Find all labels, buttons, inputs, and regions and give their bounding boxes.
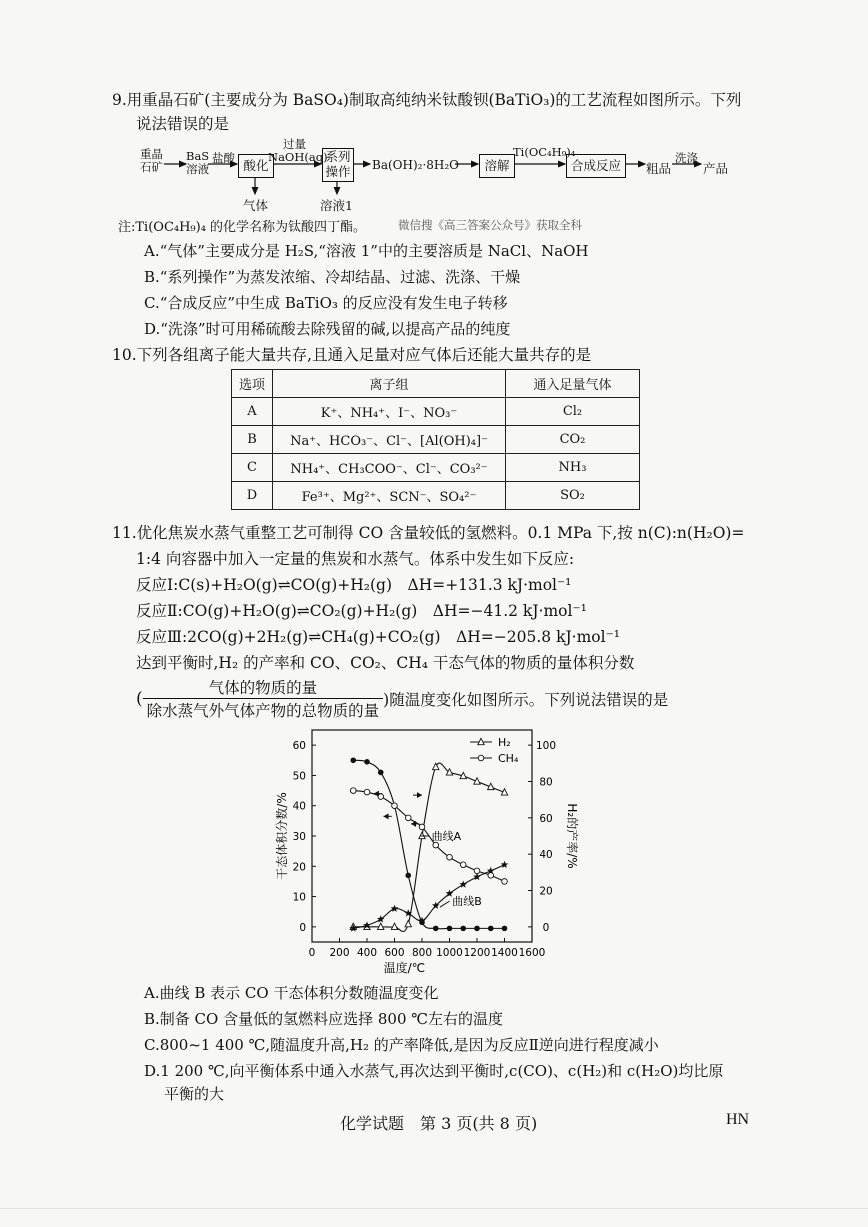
data-point-open-circle bbox=[364, 789, 370, 795]
legend-label-ch4: CH₄ bbox=[498, 752, 519, 765]
flow-start-label: 重晶 石矿 bbox=[140, 147, 163, 174]
data-point-star bbox=[501, 861, 509, 868]
table-cell: C bbox=[232, 454, 273, 482]
curve-arrow-head-right-1 bbox=[417, 792, 422, 798]
data-point-open-circle bbox=[405, 815, 411, 821]
flow-naoh-top: 过量 bbox=[283, 137, 306, 151]
table-cell: D bbox=[232, 482, 273, 510]
q11-stem-line2: 1:4 向容器中加入一定量的焦炭和水蒸气。体系中发生如下反应: bbox=[136, 550, 575, 568]
data-point-triangle bbox=[446, 769, 452, 775]
x-tick-label: 0 bbox=[308, 947, 316, 959]
flow-product-mid: Ba(OH)₂·8H₂O bbox=[372, 158, 460, 172]
q10-ion-table bbox=[231, 369, 640, 510]
data-point-open-circle bbox=[460, 862, 466, 868]
q9-flow-diagram bbox=[0, 0, 868, 240]
watermark-text: 微信搜《高三答案公众号》获取全科 bbox=[398, 218, 582, 232]
q11-stem-line1: 11.优化焦炭水蒸气重整工艺可制得 CO 含量较低的氢燃料。0.1 MPa 下,按 n(C):n(H₂O)= bbox=[112, 524, 745, 542]
y-right-tick-label: 0 bbox=[542, 921, 550, 934]
y-right-tick-label: 60 bbox=[539, 812, 553, 825]
data-point-open-circle bbox=[433, 842, 439, 848]
table-cell: B bbox=[232, 426, 273, 454]
flow-arrows bbox=[0, 0, 868, 240]
flow-crude: 粗品 bbox=[646, 161, 672, 176]
data-point-circle bbox=[460, 926, 466, 932]
data-point-circle bbox=[474, 926, 480, 932]
table-cell: NH₄⁺、CH₃COO⁻、Cl⁻、CO₃²⁻ bbox=[273, 454, 506, 482]
data-point-circle bbox=[433, 926, 439, 932]
q9-note: 注:Ti(OC₄H₉)₄ 的化学名称为钛酸四丁酯。 bbox=[118, 220, 367, 235]
q11-fraction-expression: ( 气体的物质的量 除水蒸气外气体产物的总物质的量 )随温度变化如图所示。下列说法错误的是 bbox=[136, 676, 668, 721]
q9-option-a: A.“气体”主要成分是 H₂S,“溶液 1”中的主要溶质是 NaCl、NaOH bbox=[144, 242, 589, 260]
y-left-tick-label: 10 bbox=[292, 891, 306, 904]
chart-legend bbox=[470, 736, 519, 765]
y-right-tick-label: 40 bbox=[539, 849, 553, 862]
q9-option-d: D.“洗涤”时可用稀硫酸去除残留的碱,以提高产品的纯度 bbox=[144, 320, 511, 338]
y-left-tick-label: 40 bbox=[292, 800, 306, 813]
q11-stem-line3: 达到平衡时,H₂ 的产率和 CO、CO₂、CH₄ 干态气体的物质的量体积分数 bbox=[136, 654, 635, 672]
x-tick-label: 1200 bbox=[463, 947, 491, 959]
flow-series-box: 系列 操作 bbox=[322, 148, 354, 182]
y-left-tick-label: 20 bbox=[292, 861, 306, 874]
y-left-tick-label: 0 bbox=[299, 921, 306, 934]
q11-option-d: D.1 200 ℃,向平衡体系中通入水蒸气,再次达到平衡时,c(CO)、c(H₂)和 c(H₂O)均比原 bbox=[144, 1062, 724, 1080]
data-point-star bbox=[391, 905, 399, 912]
y-right-axis-label: H₂的产率/% bbox=[565, 803, 579, 869]
table-cell: NH₃ bbox=[506, 454, 640, 482]
q11-stem-line4: )随温度变化如图所示。下列说法错误的是 bbox=[383, 690, 669, 709]
x-tick-label: 1400 bbox=[491, 947, 518, 959]
data-point-circle bbox=[405, 873, 411, 879]
x-tick-label: 200 bbox=[329, 947, 350, 959]
y-left-tick-label: 30 bbox=[292, 831, 306, 843]
y-left-tick-label: 50 bbox=[292, 770, 306, 783]
table-cell: A bbox=[232, 398, 273, 426]
data-point-circle bbox=[378, 770, 384, 776]
q11-option-b: B.制备 CO 含量低的氢燃料应选择 800 ℃左右的温度 bbox=[144, 1010, 504, 1028]
table-row bbox=[232, 398, 640, 426]
q11-reaction-2: 反应Ⅱ:CO(g)+H₂O(g)⇌CO₂(g)+H₂(g) ΔH=−41.2 kJ·mol⁻¹ bbox=[136, 602, 587, 620]
q11-chart bbox=[270, 724, 590, 974]
series-曲线B bbox=[349, 861, 508, 932]
flow-ti-reagent: Ti(OC₄H₉)₄ bbox=[513, 145, 576, 159]
curve-arrow-head-left-2 bbox=[411, 821, 416, 827]
y-right-tick-label: 100 bbox=[535, 740, 557, 753]
table-row bbox=[232, 426, 640, 454]
data-point-triangle bbox=[405, 920, 411, 926]
q11-option-a: A.曲线 B 表示 CO 干态体积分数随温度变化 bbox=[144, 984, 439, 1002]
bottom-divider bbox=[0, 1208, 868, 1209]
annotation-curve-b: 曲线B bbox=[452, 895, 482, 909]
table-row bbox=[232, 454, 640, 482]
series-line bbox=[353, 865, 504, 929]
x-axis-label: 温度/℃ bbox=[383, 961, 426, 974]
flow-sol-out: 溶液1 bbox=[320, 198, 353, 213]
q11-reaction-1: 反应Ⅰ:C(s)+H₂O(g)⇌CO(g)+H₂(g) ΔH=+131.3 kJ·mol⁻¹ bbox=[136, 576, 572, 594]
table-cell: K⁺、NH₄⁺、I⁻、NO₃⁻ bbox=[273, 398, 506, 426]
data-point-circle bbox=[364, 759, 370, 765]
x-tick-label: 400 bbox=[356, 947, 378, 959]
flow-dissolve-box: 溶解 bbox=[479, 154, 515, 178]
annotation-curve-a: 曲线A bbox=[431, 830, 462, 843]
series-H₂ bbox=[350, 763, 508, 931]
y-right-tick-label: 80 bbox=[539, 776, 553, 789]
data-point-open-circle bbox=[419, 824, 425, 830]
data-point-open-circle bbox=[474, 868, 480, 874]
table-cell: Cl₂ bbox=[506, 398, 640, 426]
table-header: 通入足量气体 bbox=[506, 370, 640, 398]
series-line bbox=[353, 760, 504, 929]
q10-stem: 10.下列各组离子能大量共存,且通入足量对应气体后还能大量共存的是 bbox=[112, 346, 592, 364]
data-point-open-circle bbox=[478, 755, 484, 761]
data-point-star bbox=[473, 873, 481, 880]
fraction-denominator: 除水蒸气外气体产物的总物质的量 bbox=[146, 702, 380, 720]
chart-series bbox=[349, 757, 508, 931]
fraction-numerator: 气体的物质的量 bbox=[143, 676, 384, 699]
data-point-open-circle bbox=[392, 803, 398, 809]
q9-stem-line1: 9.用重晶石矿(主要成分为 BaSO₄)制取高纯纳米钛酸钡(BaTiO₃)的工艺流程如图所示。下列 bbox=[112, 91, 742, 109]
x-tick-label: 1600 bbox=[518, 947, 546, 959]
curve-arrow-head-left-3 bbox=[374, 791, 379, 797]
data-point-circle bbox=[447, 926, 453, 932]
table-cell: CO₂ bbox=[506, 426, 640, 454]
q9-stem-line2: 说法错误的是 bbox=[136, 115, 230, 133]
flow-bas-label: BaS 溶液 bbox=[186, 149, 210, 176]
data-point-star bbox=[377, 915, 385, 922]
flow-product: 产品 bbox=[703, 161, 729, 176]
annotation-pointer-b bbox=[440, 901, 450, 907]
q11-option-d-cont: 平衡的大 bbox=[164, 1085, 225, 1103]
flow-acid-reagent: 盐酸 bbox=[212, 151, 235, 165]
data-point-circle bbox=[488, 926, 494, 932]
flow-wash: 洗涤 bbox=[675, 151, 698, 165]
table-cell: SO₂ bbox=[506, 482, 640, 510]
q9-option-c: C.“合成反应”中生成 BaTiO₃ 的反应没有发生电子转移 bbox=[144, 294, 508, 312]
table-header: 选项 bbox=[232, 370, 273, 398]
q11-option-c: C.800~1 400 ℃,随温度升高,H₂ 的产率降低,是因为反应Ⅱ逆向进行程度减小 bbox=[144, 1036, 659, 1054]
x-tick-label: 600 bbox=[384, 947, 405, 959]
flow-acid-box: 酸化 bbox=[238, 154, 274, 178]
curve-arrow-head-left-1 bbox=[384, 813, 389, 819]
q11-reaction-3: 反应Ⅲ:2CO(g)+2H₂(g)⇌CH₄(g)+CO₂(g) ΔH=−205.8 kJ·mol⁻¹ bbox=[136, 628, 620, 646]
data-point-open-circle bbox=[502, 879, 508, 885]
table-cell: Fe³⁺、Mg²⁺、SCN⁻、SO₄²⁻ bbox=[273, 482, 506, 510]
data-point-open-circle bbox=[350, 788, 356, 794]
table-cell: Na⁺、HCO₃⁻、Cl⁻、[Al(OH)₄]⁻ bbox=[273, 426, 506, 454]
x-tick-label: 1000 bbox=[436, 947, 463, 959]
data-point-circle bbox=[502, 926, 508, 932]
page-footer: 化学试题 第 3 页(共 8 页) bbox=[340, 1114, 538, 1133]
y-left-axis-label: 干态体积分数/% bbox=[275, 792, 289, 880]
data-point-triangle bbox=[391, 923, 397, 929]
x-tick-label: 800 bbox=[411, 947, 433, 959]
data-point-open-circle bbox=[447, 854, 453, 860]
flow-synth-box: 合成反应 bbox=[566, 154, 626, 178]
y-right-tick-label: 20 bbox=[539, 885, 553, 898]
data-point-star bbox=[349, 924, 357, 931]
table-row bbox=[232, 482, 640, 510]
y-left-tick-label: 60 bbox=[292, 740, 306, 753]
table-header-row bbox=[232, 370, 640, 398]
data-point-circle bbox=[350, 757, 356, 763]
series-line bbox=[353, 763, 504, 931]
legend-label-h2: H₂ bbox=[498, 736, 511, 749]
exam-code: HN bbox=[726, 1111, 750, 1128]
table-header: 离子组 bbox=[273, 370, 506, 398]
flow-naoh-reagent: NaOH(aq) bbox=[268, 150, 328, 164]
series-CH₄ bbox=[350, 757, 507, 931]
flow-gas-out: 气体 bbox=[243, 198, 269, 213]
chart-labels bbox=[274, 736, 580, 974]
q9-option-b: B.“系列操作”为蒸发浓缩、冷却结晶、过滤、洗涤、干燥 bbox=[144, 268, 521, 286]
